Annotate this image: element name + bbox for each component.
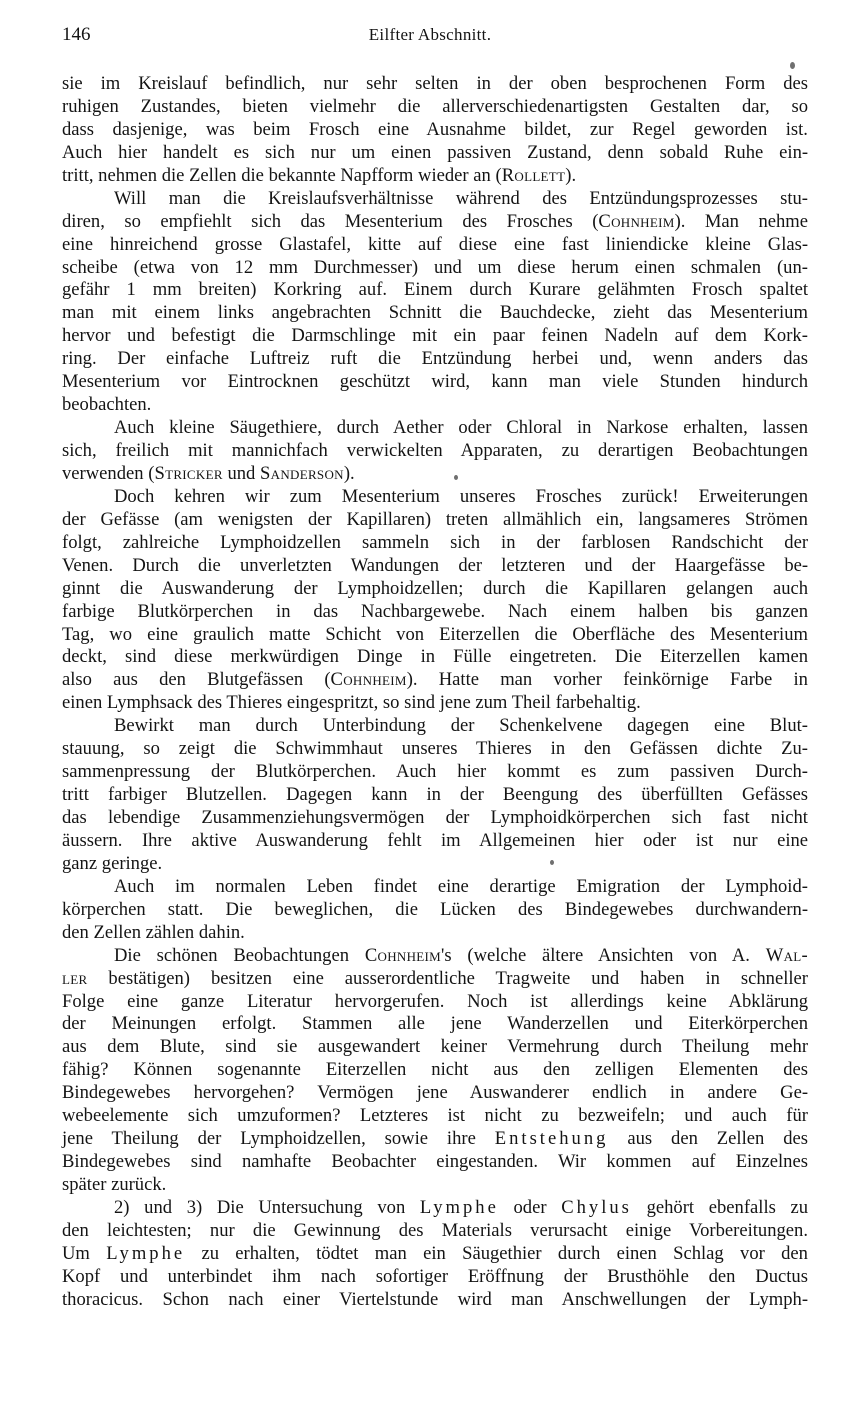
text-line: der Meinungen erfolgt. Stammen alle jene Wanderzellen und Eiterkörperchen <box>62 1013 809 1035</box>
text-line: folgt, zahlreiche Lymphoidzellen sammeln sich in der farblosen Randschicht der <box>62 531 809 553</box>
text-line: eine hinreichend grosse Glastafel, kitte auf diese eine fast liniendicke kleine Glas- <box>62 233 809 255</box>
text-line: also aus den Blutgefässen (Cohnheim). Hatte man vorher feinkörnige Farbe in <box>62 669 808 691</box>
text-line: man mit einem links angebrachten Schnitt die Bauchdecke, zieht das Mesenterium <box>62 302 808 324</box>
author-name: Wal- <box>765 944 809 966</box>
text-line: jene Theilung der Lymphoidzellen, sowie ihre Entstehung aus den Zellen des <box>62 1128 808 1150</box>
text-line: fähig? Können sogenannte Eiterzellen nicht aus den zelligen Elementen des <box>62 1059 808 1081</box>
text-line: Mesenterium vor Eintrocknen geschützt wird, kann man viele Stunden hindurch <box>62 371 809 393</box>
emphasized-term: Chylus <box>561 1196 632 1218</box>
page-number: 146 <box>62 24 91 45</box>
text-line: beobachten. <box>62 394 152 416</box>
text-line: thoracicus. Schon nach einer Viertelstunde wird man Anschwellungen der Lymph- <box>62 1288 809 1310</box>
running-head: Eilfter Abschnitt. <box>368 25 492 44</box>
text-line: sammenpressung der Blutkörperchen. Auch hier kommt es zum passiven Durch- <box>62 761 808 783</box>
text-line: Doch kehren wir zum Mesenterium unseres Frosches zurück! Erweiterungen <box>114 485 809 507</box>
emphasized-term: Lymphe <box>106 1242 186 1264</box>
text-line: aus dem Blute, sind sie ausgewandert keiner Vermehrung durch Theilung mehr <box>62 1036 809 1058</box>
text-line: den leichtesten; nur die Gewinnung des Materials verursacht einige Vorbereitungen. <box>62 1219 808 1241</box>
text-line: Auch hier handelt es sich nur um einen passiven Zustand, denn sobald Ruhe ein- <box>62 141 809 163</box>
print-speck <box>454 475 458 480</box>
text-line: ruhigen Zustandes, bieten vielmehr die allerverschiedenartigsten Gestalten dar, so <box>62 95 809 117</box>
body-text <box>62 73 808 1312</box>
text-line: hervor und befestigt die Darmschlinge mit ein paar feinen Nadeln auf dem Kork- <box>62 325 808 347</box>
author-name: Cohnheim <box>364 944 441 966</box>
text-line: Bindegewebes sind namhafte Beobachter eingestanden. Wir kommen auf Einzelnes <box>62 1151 808 1173</box>
author-name: ler <box>62 967 88 989</box>
text-line: Will man die Kreislaufsverhältnisse während des Entzündungsprozesses stu- <box>114 187 808 209</box>
text-line: Bindegewebes hervorgehen? Vermögen jene Auswanderer endlich in andere Ge- <box>62 1082 809 1104</box>
text-line: das lebendige Zusammenziehungsvermögen der Lymphoidkörperchen sich fast nicht <box>62 807 808 828</box>
text-line: körperchen statt. Die beweglichen, die Lücken des Bindegewebes durchwandern- <box>62 898 809 920</box>
author-name: Cohnheim <box>330 669 407 691</box>
text-line: Die schönen Beobachtungen Cohnheim's (welche ältere Ansichten von A. Wal- <box>114 944 809 966</box>
text-line: tritt farbiger Blutzellen. Dagegen kann in der Beengung des überfüllten Gefässes <box>62 784 809 806</box>
text-line: ganz geringe. <box>62 852 163 874</box>
author-name: Sanderson <box>260 462 344 484</box>
text-line: ginnt die Auswanderung der Lymphoidzellen; durch die Kapillaren gelangen auch <box>62 577 809 599</box>
print-speck <box>790 62 795 69</box>
text-line: Kopf und unterbindet ihm nach sofortiger Eröffnung der Brusthöhle den Ductus <box>62 1265 808 1287</box>
text-line: tritt, nehmen die Zellen die bekannte Napfform wieder an (Rollett). <box>62 164 577 186</box>
text-line: der Gefässe (am wenigsten der Kapillaren) treten allmählich ein, langsameres Strömen <box>62 508 808 530</box>
text-line: später zurück. <box>62 1174 167 1195</box>
print-speck <box>550 860 554 865</box>
text-line: scheibe (etwa von 12 mm Durchmesser) und um diese herum einen schmalen (un- <box>62 256 808 278</box>
text-line: deckt, sind diese merkwürdigen Dinge in Fülle eingetreten. Die Eiterzellen kamen <box>62 646 809 668</box>
text-line: äussern. Ihre aktive Auswanderung fehlt im Allgemeinen hier oder ist nur eine <box>62 829 809 851</box>
text-line: dass dasjenige, was beim Frosch eine Ausnahme bildet, zur Regel geworden ist. <box>62 118 808 140</box>
text-line: webeelemente sich umzuformen? Letzteres ist nicht zu bezweifeln; und auch für <box>62 1105 808 1127</box>
text-line: Tag, wo eine graulich matte Schicht von Eiterzellen die Oberfläche des Mesenterium <box>62 623 808 645</box>
author-name: Rollett <box>501 164 566 186</box>
text-line: ler bestätigen) besitzen eine ausserordentliche Tragweite und haben in schneller <box>62 967 809 989</box>
text-line: ring. Der einfache Luftreiz ruft die Entzündung herbei und, wenn anders das <box>62 348 808 370</box>
text-line: Auch kleine Säugethiere, durch Aether oder Chloral in Narkose erhalten, lassen <box>114 417 809 439</box>
text-line: Folge eine ganze Literatur hervorgerufen. Noch ist allerdings keine Abklärung <box>62 990 809 1012</box>
text-line: Venen. Durch die unverletzten Wandungen der letzteren und der Haargefässe be- <box>62 554 809 576</box>
text-line: Um Lymphe zu erhalten, tödtet man ein Säugethier durch einen Schlag vor den <box>62 1242 808 1264</box>
text-line: sich, freilich mit mannichfach verwickelten Apparaten, zu derartigen Beobachtungen <box>62 440 808 461</box>
text-line: verwenden (Stricker und Sanderson). <box>62 462 355 484</box>
text-line: stauung, so zeigt die Schwimmhaut unseres Thieres in den Gefässen dichte Zu- <box>62 738 808 760</box>
text-line: Auch im normalen Leben findet eine derartige Emigration der Lymphoid- <box>114 875 808 897</box>
text-line: einen Lymphsack des Thieres eingespritzt, so sind jene zum Theil farbehaltig. <box>62 692 641 714</box>
text-line: gefähr 1 mm breiten) Korkring auf. Einem durch Kurare gelähmten Frosch spaltet <box>62 279 809 301</box>
emphasized-term: Entstehung <box>494 1128 609 1150</box>
text-line: den Zellen zählen dahin. <box>62 921 245 943</box>
emphasized-term: Lymphe <box>419 1196 499 1218</box>
text-line: 2) und 3) Die Untersuchung von Lymphe oder Chylus gehört ebenfalls zu <box>114 1196 809 1218</box>
author-name: Stricker <box>154 462 223 484</box>
text-line: sie im Kreislauf befindlich, nur sehr selten in der oben besprochenen Form des <box>62 73 808 94</box>
text-line: diren, so empfiehlt sich das Mesenterium des Frosches (Cohnheim). Man nehme <box>62 210 809 232</box>
text-line: Bewirkt man durch Unterbindung der Schenkelvene dagegen eine Blut- <box>114 715 808 737</box>
text-line: farbige Blutkörperchen in das Nachbargewebe. Nach einem halben bis ganzen <box>62 600 808 622</box>
author-name: Cohnheim <box>598 210 675 232</box>
